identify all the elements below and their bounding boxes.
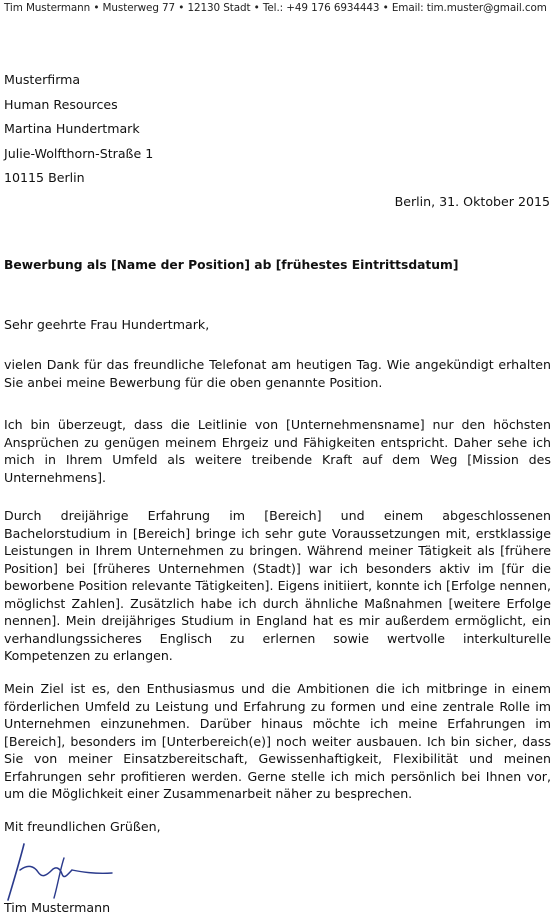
paragraph-2: Ich bin überzeugt, dass die Leitlinie von [Unternehmensname] nur den höchsten Ansprüchen zu genügen meinem Ehrgeiz und Fähigkeiten entspricht. Daher sehe ich mich in Ihrem Umfeld als weitere treibende Kraft auf dem Weg [Mission des Unternehmens]. xyxy=(4,417,551,485)
closing-phrase: Mit freundlichen Grüßen, xyxy=(4,819,161,834)
paragraph-1: vielen Dank für das freundliche Telefonat am heutigen Tag. Wie angekündigt erhalten Sie anbei meine Bewerbung für die oben genannte Position. xyxy=(4,357,551,390)
recipient-name: Martina Hundertmark xyxy=(4,121,140,136)
sender-line: Tim Mustermann • Musterweg 77 • 12130 Stadt • Tel.: +49 176 6934443 • Email: tim.muster@gmail.com xyxy=(4,2,547,14)
letter-date: Berlin, 31. Oktober 2015 xyxy=(394,194,550,209)
signature-icon xyxy=(2,840,117,904)
recipient-department: Human Resources xyxy=(4,96,118,112)
paragraph-4: Mein Ziel ist es, den Enthusiasmus und die Ambitionen die ich mitbringe in einem förderlichen Umfeld zu Leistung und Erfahrung zu formen und eine zentrale Rolle im Unternehmen einzunehmen. Darüber hinaus möchte ich meine Erfahrungen im [Bereich], besonders im [Unterbereich(e)] noch weiter ausbauen. Ich bin sicher, dass Sie von meiner Einsatzbereitschaft, Gewissenhaftigkeit, Flexibilität und meinen Erfahrungen sehr profitieren werden. Gerne stelle ich mich persönlich bei Ihnen vor, um die Möglichkeit einer Zusammenarbeit näher zu besprechen. xyxy=(4,681,551,801)
salutation: Sehr geehrte Frau Hundertmark, xyxy=(4,317,210,332)
subject-line: Bewerbung als [Name der Position] ab [frühestes Eintrittsdatum] xyxy=(4,258,459,272)
recipient-street: Julie-Wolfthorn-Straße 1 xyxy=(4,145,154,161)
recipient-address xyxy=(4,68,153,191)
signature-name: Tim Mustermann xyxy=(4,900,111,915)
recipient-company: Musterfirma xyxy=(4,72,81,87)
paragraph-3: Durch dreijährige Erfahrung im [Bereich] und einem abgeschlossenen Bachelorstudium in [Bereich] bringe ich sehr gute Voraussetzungen mit, erstklassige Leistungen in Ihrem Unternehmen zu bringen. Während meiner Tätigkeit als [frühere Position] bei [früheres Unternehmen (Stadt)] war ich besonders aktiv im [für die beworbene Position relevante Tätigkeiten]. Eigens initiiert, konnte ich [Erfolge nennen, möglichst Zahlen]. Zusätzlich habe ich durch ähnliche Maßnahmen [weitere Erfolge nennen]. Mein dreijähriges Studium in England hat es mir außerdem ermöglicht, ein verhandlungssicheres Englisch zu erlernen sowie wertvolle interkulturelle Kompetenzen zu erlangen. xyxy=(4,508,551,663)
recipient-city: 10115 Berlin xyxy=(4,170,85,185)
